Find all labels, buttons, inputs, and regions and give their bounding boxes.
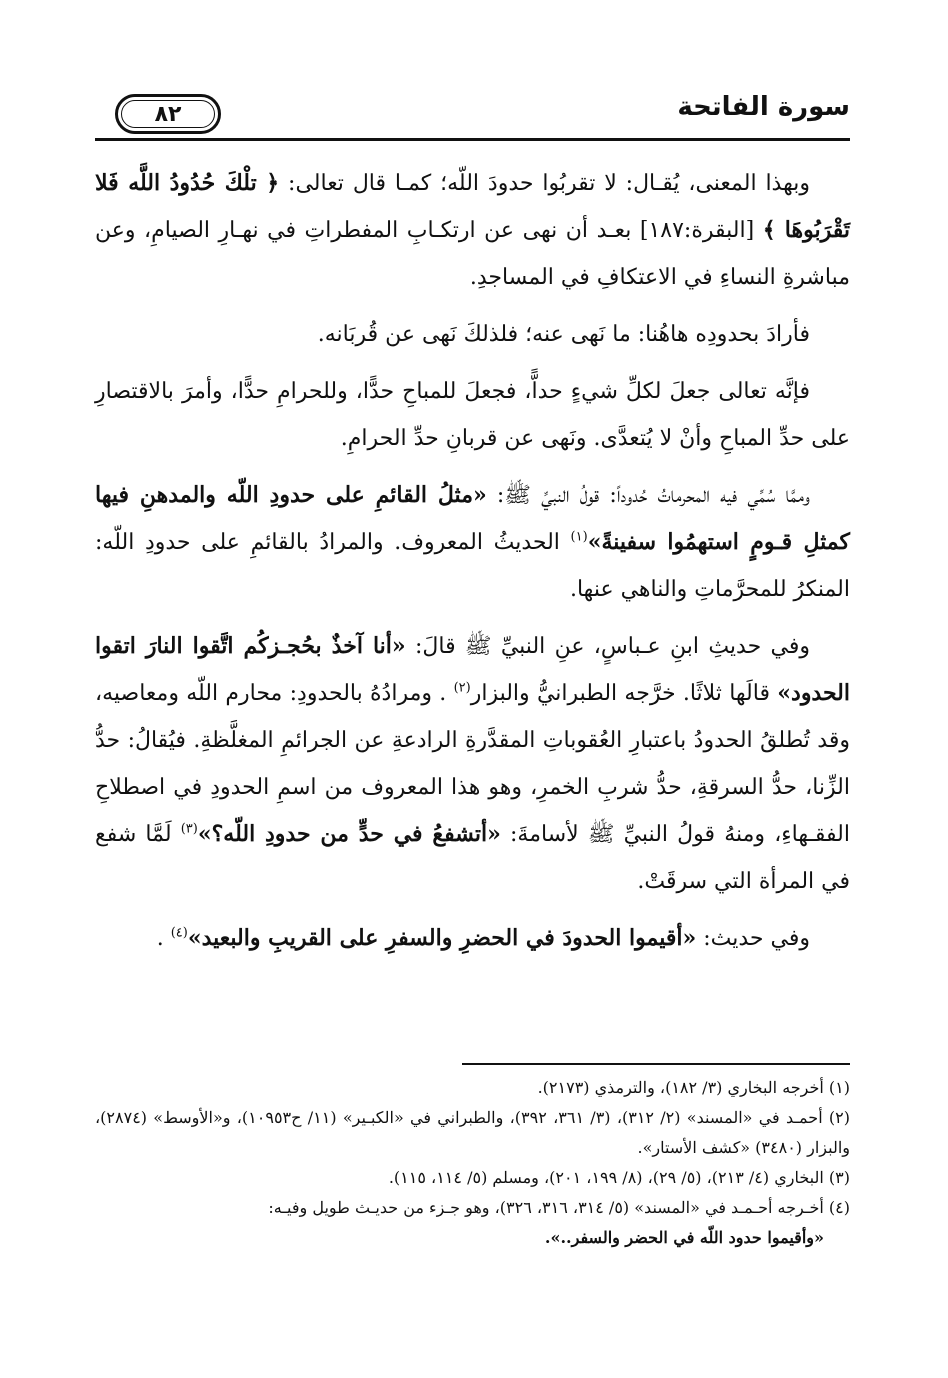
paragraph-4: [95, 472, 850, 613]
footnote-3: (٣) البخاري (٤/ ٢١٣)، (٥/ ٢٩)، (٨/ ١٩٩، ٢٠١)، ومسلم (٥/ ١١٤، ١١٥).: [388, 1168, 850, 1187]
quran-quote: ﴿ تلْكَ حُدُودُ اللَّه فَلا تَقْرَبُوهَا ﴾: [95, 170, 850, 243]
text: . ومرادُهُ بالحدودِ: محارم اللّه ومعاصيه، وقد تُطلقُ الحدودُ باعتبارِ العُقوباتِ المقدَّرةِ الرادعةِ عن الجرائمِ المغلَّظةِ. فيُقالُ: حدُّ الزِّنا، حدُّ السرقةِ، حدُّ شربِ الخمرِ، وهو هذا المعروف من اسمِ الحدودِ في اصطلاحِ الفقـهاءِ، ومنهُ قولُ النبيِّ ﷺ لأسامةَ:: [95, 681, 851, 847]
footnote-ref: (٢): [453, 680, 471, 696]
footnote-ref: (٤): [170, 925, 188, 941]
paragraph-3: [95, 368, 850, 462]
footnote-4: (٤) أخـرجه أحـمـد في «المسند» (٥/ ٣١٤، ٣١٦، ٣٢٦)، وهو جـزء من حديـث طويل وفيـه:: [268, 1198, 850, 1217]
hadith-quote: «أقيموا الحدودَ في الحضرِ والسفرِ على القريبِ والبعيد»: [187, 925, 697, 951]
text: وبهذا المعنى، يُقـال: لا تقربُوا حدودَ اللّه؛ كمـا قال تعالى:: [279, 171, 810, 196]
running-title: سورة الفاتحة: [677, 92, 850, 122]
text: [البقرة:١٨٧] بعـد أن نهى عن ارتكـابِ المفطراتِ في نهـارِ الصيامِ، وعن مباشرةِ النساءِ في الاعتكافِ في المساجدِ.: [95, 218, 850, 290]
footnote-2: (٢) أحمـد في «المسند» (٢/ ٣١٢)، (٣/ ٣٦١، ٣٩٢)، والطبراني في «الكبـير» (١١/ ح١٠٩٥٣)، و«الأوسط» (٢٨٧٤)، والبزار (٣٤٨٠) «كشف الأستار».: [95, 1108, 850, 1157]
paragraph-2: [95, 311, 850, 358]
footnote-ref: (١): [570, 529, 588, 545]
page-header: [95, 88, 850, 148]
text: فإنَّه تعالى جعلَ لكلِّ شيءٍ حداًّ، فجعلَ للمباحِ حدًّا، وللحرامِ حدًّا، وأمرَ بالاقتصارِ على حدِّ المباحِ وأنْ لا يُتعدَّى. ونَهى عن قربانِ حدِّ الحرامِ.: [95, 379, 850, 451]
main-text: [95, 160, 850, 972]
header-rule: [95, 138, 850, 141]
paragraph-1: [95, 160, 850, 301]
text: قالَها ثلاثًا. خرَّجه الطبرانيُّ والبزار: [470, 681, 778, 706]
paragraph-5: [95, 623, 850, 905]
text: لَمَّا شفع في المرأة التي سرقَتْ.: [95, 822, 850, 894]
footnote-rule: [462, 1063, 850, 1065]
text: وفي حديث:: [696, 926, 810, 951]
footnote-1: (١) أخرجه البخاري (٣/ ١٨٢)، والترمذي (٢١٧٣).: [537, 1078, 850, 1097]
footnotes: [95, 1073, 850, 1253]
page-number-badge: ٨٢: [115, 94, 221, 134]
text: وفي حديثِ ابنِ عـباسٍ، عنِ النبيِّ ﷺ قالَ:: [405, 634, 810, 659]
hadith-quote: «مثلُ القائمِ على حدودِ اللّه والمدهنِ فيها كمثلِ قـومٍ استهمُوا سفينةً»: [95, 482, 850, 555]
hadith-quote: «أتشفعُ في حدٍّ من حدودِ اللّه؟»: [197, 821, 501, 847]
text: .: [156, 926, 171, 951]
paragraph-6: [95, 915, 850, 962]
hadith-quote: «أنا آخذٌ بحُجـزكُم اتَّقوا النارَ اتقوا الحدود»: [95, 633, 851, 706]
text: وممَّا سُمِّي فيه المحرماتُ حُدوداً: قولُ النبيِّ ﷺ:: [486, 483, 810, 508]
text: الحديثُ المعروف. والمرادُ بالقائمِ على حدودِ اللّه: المنكرُ للمحرَّماتِ والناهي عنها.: [95, 530, 850, 602]
footnote-4-quote: «وأقيموا حدود اللّه في الحضر والسفر..».: [544, 1228, 824, 1247]
text: فأرادَ بحدودِه هاهُنا: ما نَهى عنه؛ فلذلكَ نَهى عن قُربَانه.: [317, 322, 810, 347]
footnote-ref: (٣): [180, 821, 198, 837]
